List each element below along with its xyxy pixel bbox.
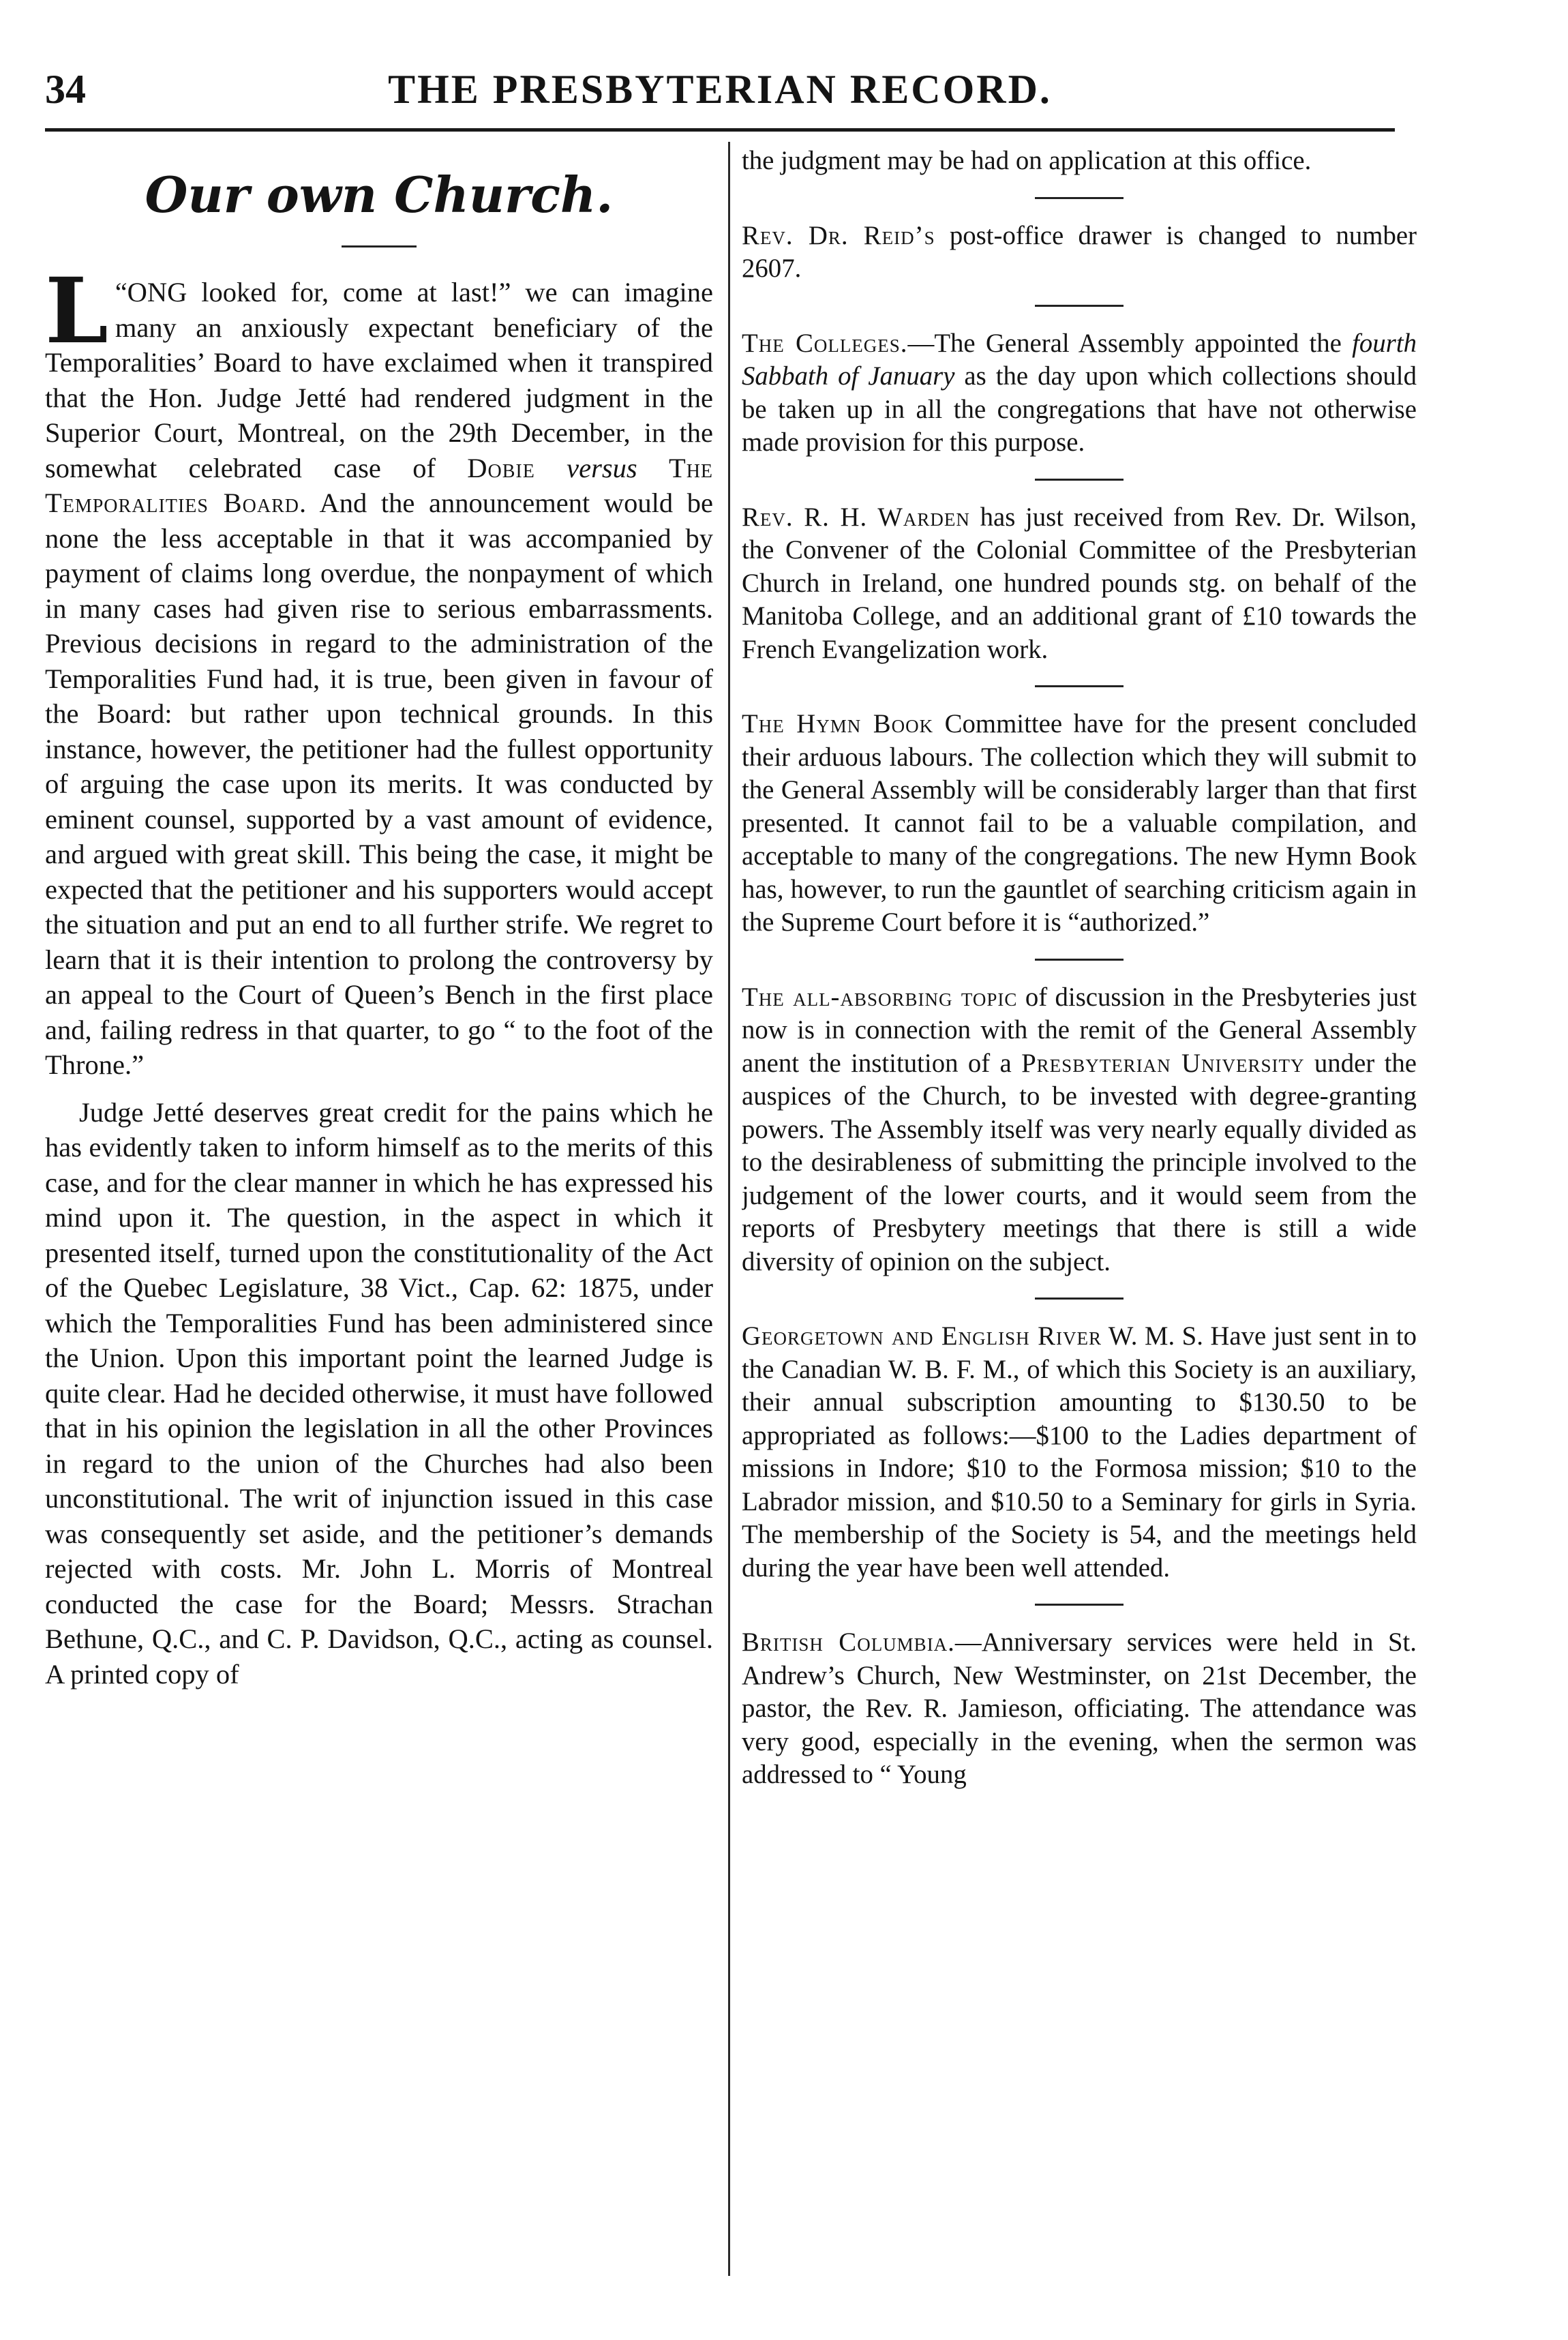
case-name-a: Dobie bbox=[467, 452, 535, 483]
case-name-b: The Temporalities Board. bbox=[45, 452, 713, 518]
news-item-colleges bbox=[742, 327, 1417, 460]
item-lead: Georgetown and English River bbox=[742, 1321, 1102, 1351]
judgment-paragraph: Judge Jetté deserves great credit for the pains which he has evidently taken to inform himself as to the merits of this case, and for the clear manner in which he has expressed his mind upon it. The question, in the aspect in which it presented itself, turned upon the constitutionality of the Act of the Quebec Legislature, 38 Vict., Cap. 62: 1875, under which the Temporalities Fund has been administered since the Union. Upon this important point the learned Judge is quite clear. Had he decided otherwise, it must have followed that in his opinion the legislation in all the other Provinces in regard to the union of the Churches had also been unconstitutional. The writ of injunction issued in this case was consequently set aside, and the petitioner’s demands rejected with costs. Mr. John L. Morris of Montreal conducted the case for the Board; Messrs. Strachan Bethune, Q.C., and C. P. Davidson, Q.C., acting as counsel. A printed copy of bbox=[45, 1096, 713, 1690]
item-rule bbox=[1035, 1298, 1124, 1300]
item-small-caps: Presbyterian University bbox=[1021, 1048, 1305, 1078]
item-rule bbox=[1035, 685, 1124, 687]
item-lead: Rev. R. H. Warden bbox=[742, 502, 970, 532]
item-text: —Anniversary services were held in St. Andrew’s Church, New Westminster, on 21st December, the pastor, the Rev. R. Jamieson, officiating. The attendance was very good, especially in the evening, when the sermon was addressed to “ Young bbox=[742, 1627, 1417, 1789]
item-lead: Rev. Dr. Reid’s bbox=[742, 220, 935, 250]
item-text: under the auspices of the Church, to be invested with degree-granting powers. The Assembly itself was very nearly equally divided as to the desirableness of submitting the principle involved to the judgement of the lower courts, and it would seem from the reports of Presbytery meetings that there is still a wide diversity of opinion on the subject. bbox=[742, 1048, 1417, 1276]
news-item-reid bbox=[742, 220, 1417, 286]
item-rule bbox=[1035, 1604, 1124, 1606]
news-item-warden bbox=[742, 501, 1417, 667]
item-text: post-office drawer is changed to number 2607. bbox=[742, 220, 1417, 283]
drop-cap: L bbox=[45, 258, 108, 364]
item-lead: The Hymn Book bbox=[742, 709, 934, 738]
header-rule bbox=[45, 128, 1395, 132]
case-versus: versus bbox=[567, 452, 637, 483]
lead-text-continued: And the announcement would be none the less acceptable in that it was accompanied by payment of claims long overdue, the nonpayment of which in many cases had given rise to serious embarrassments. Previous decisions in regard to the administration of the Temporalities Fund had, it is true, been given in favour of the Board: but rather upon technical grounds. In this instance, however, the petitioner had the fullest opportunity of arguing the case upon its merits. It was conducted by eminent counsel, supported by a vast amount of evidence, and argued with great skill. This being the case, it might be expected that the petitioner and his supporters would accept the situation and put an end to all further strife. We regret to learn that it is their intention to prolong the controversy by an appeal to the Court of Queen’s Bench in the first place and, failing redress in that quarter, to go “ to the foot of the Throne.” bbox=[45, 487, 713, 1080]
item-lead: British Columbia. bbox=[742, 1627, 955, 1657]
item-lead: The all-absorbing topic bbox=[742, 982, 1018, 1012]
page-header bbox=[45, 59, 1395, 120]
item-rule bbox=[1035, 479, 1124, 481]
section-title: Our own Church. bbox=[145, 166, 614, 224]
item-rule bbox=[1035, 197, 1124, 199]
item-rule bbox=[1035, 959, 1124, 961]
opening-quote: “ bbox=[115, 277, 127, 308]
news-item-british-columbia bbox=[742, 1626, 1417, 1792]
item-text: has just received from Rev. Dr. Wilson, the Convener of the Colonial Committee of the Presbyterian Church in Ireland, one hundred pounds stg. on behalf of the Manitoba College, and an additional grant of £10 towards the French Evangelization work. bbox=[742, 502, 1417, 664]
item-text: as the day upon which collections should be taken up in all the congregations that have not otherwise made provision for this purpose. bbox=[742, 361, 1417, 457]
item-text: of discussion in the Presbyteries just now is in connection with the remit of the General Assembly anent the institution of a bbox=[742, 982, 1417, 1078]
title-rule bbox=[342, 245, 417, 247]
item-text: —The General Assembly appointed the bbox=[907, 328, 1342, 358]
lead-text: ONG looked for, come at last!” we can imagine many an anxiously expectant beneficiary of the Temporalities’ Board to have exclaimed when it transpired that the Hon. Judge Jetté had rendered judgment in the Superior Court, Montreal, on the 29th December, in the somewhat celebrated case of bbox=[45, 277, 713, 483]
news-item-georgetown bbox=[742, 1320, 1417, 1585]
item-text: Committee have for the present concluded their arduous labours. The collection which they will submit to the General Assembly will be considerably larger than that first presented. It cannot fail to be a valuable compilation, and acceptable to many of the congregations. The new Hymn Book has, however, to run the gauntlet of searching criticism again in the Supreme Court before it is “authorized.” bbox=[742, 709, 1417, 937]
left-column bbox=[45, 145, 713, 2292]
continued-text: the judgment may be had on application at this office. bbox=[742, 146, 1312, 175]
right-column bbox=[742, 145, 1417, 2292]
column-divider bbox=[728, 142, 730, 2276]
news-item-university bbox=[742, 981, 1417, 1279]
running-title: THE PRESBYTERIAN RECORD. bbox=[388, 67, 1052, 112]
lead-paragraph bbox=[45, 258, 713, 1083]
item-text: W. M. S. Have just sent in to the Canadian W. B. F. M., of which this Society is an auxiliary, their annual subscription amounting to $130.50 to be appropriated as follows:—$100 to the Ladies department of missions in Indore; $10 to the Formosa mission; $10 to the Labrador mission, and $10.50 to a Seminary for girls in Syria. The membership of the Society is 54, and the meetings held during the year have been well attended. bbox=[742, 1321, 1417, 1582]
item-lead: The Colleges. bbox=[742, 328, 908, 358]
page-number: 34 bbox=[45, 67, 86, 112]
news-item-hymn-book bbox=[742, 708, 1417, 940]
item-emphasis: fourth Sabbath of January bbox=[742, 328, 1417, 391]
item-rule bbox=[1035, 305, 1124, 307]
